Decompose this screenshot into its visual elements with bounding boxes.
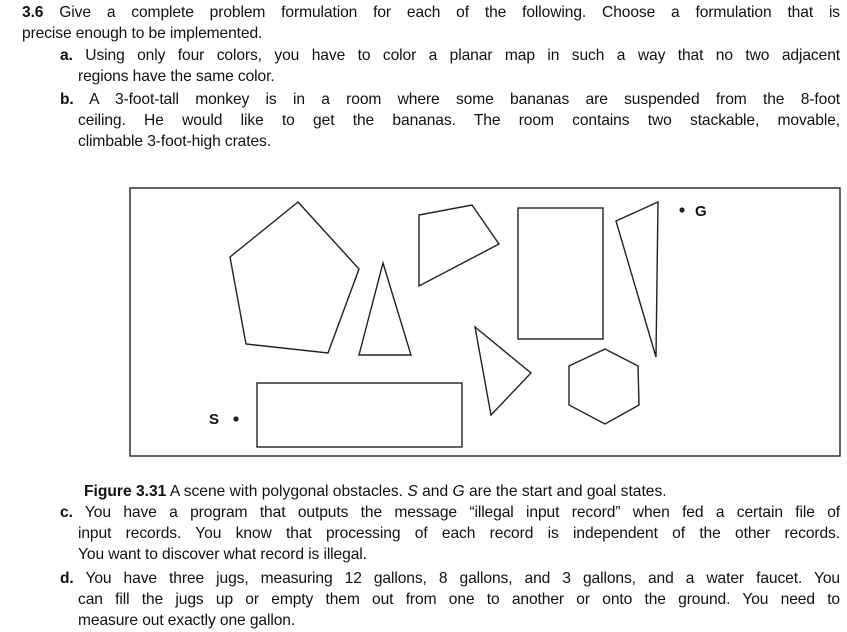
item-c-line-2: input records. You know that processing of each record is independent of the other records. bbox=[78, 525, 840, 542]
caption-s: S bbox=[407, 483, 418, 500]
start-label: S bbox=[209, 411, 220, 428]
start-point bbox=[233, 416, 238, 421]
caption-pre: A scene with polygonal obstacles. bbox=[169, 483, 404, 500]
problem-intro-text-1: Give a complete problem formulation for each of the following. Choose a formulation that is bbox=[59, 4, 840, 21]
problem-intro-line-2: precise enough to be implemented. bbox=[22, 25, 263, 42]
goal-label: G bbox=[695, 203, 707, 220]
item-d-line-3: measure out exactly one gallon. bbox=[78, 612, 296, 629]
problem-number: 3.6 bbox=[22, 4, 44, 21]
item-b-line-3: climbable 3-foot-high crates. bbox=[78, 133, 271, 150]
goal-point bbox=[679, 207, 684, 212]
item-a-line-1 bbox=[60, 46, 840, 66]
figure-caption bbox=[84, 482, 667, 502]
item-d-line-2: can fill the jugs up or empty them out from one to another or onto the ground. You need to bbox=[78, 591, 840, 608]
item-b-text-1: A 3-foot-tall monkey is in a room where some bananas are suspended from the 8-foot bbox=[89, 91, 841, 108]
item-c-line-1 bbox=[60, 503, 840, 523]
item-a-text-1: Using only four colors, you have to color a planar map in such a way that no two adjacent bbox=[85, 47, 840, 64]
caption-post: are the start and goal states. bbox=[468, 483, 667, 500]
caption-g: G bbox=[452, 483, 465, 500]
problem-intro-line-1 bbox=[22, 3, 840, 23]
item-d-line-1 bbox=[60, 569, 840, 589]
caption-and: and bbox=[422, 483, 449, 500]
item-a-line-2: regions have the same color. bbox=[78, 68, 275, 85]
item-a-label: a. bbox=[60, 47, 73, 64]
polygon-scene-figure bbox=[129, 187, 841, 457]
item-b-line-1 bbox=[60, 90, 840, 110]
item-c-line-3: You want to discover what record is illegal. bbox=[78, 546, 367, 563]
item-b-label: b. bbox=[60, 91, 74, 108]
item-d-label: d. bbox=[60, 570, 74, 587]
caption-label: Figure 3.31 bbox=[84, 483, 167, 500]
figure-frame bbox=[130, 188, 840, 456]
item-b-line-2: ceiling. He would like to get the bananas. The room contains two stackable, movable, bbox=[78, 112, 840, 129]
item-c-label: c. bbox=[60, 504, 73, 521]
item-c-text-1: You have a program that outputs the message “illegal input record” when fed a certain file of bbox=[84, 504, 840, 521]
item-d-text-1: You have three jugs, measuring 12 gallons, 8 gallons, and 3 gallons, and a water faucet. You bbox=[85, 570, 841, 587]
